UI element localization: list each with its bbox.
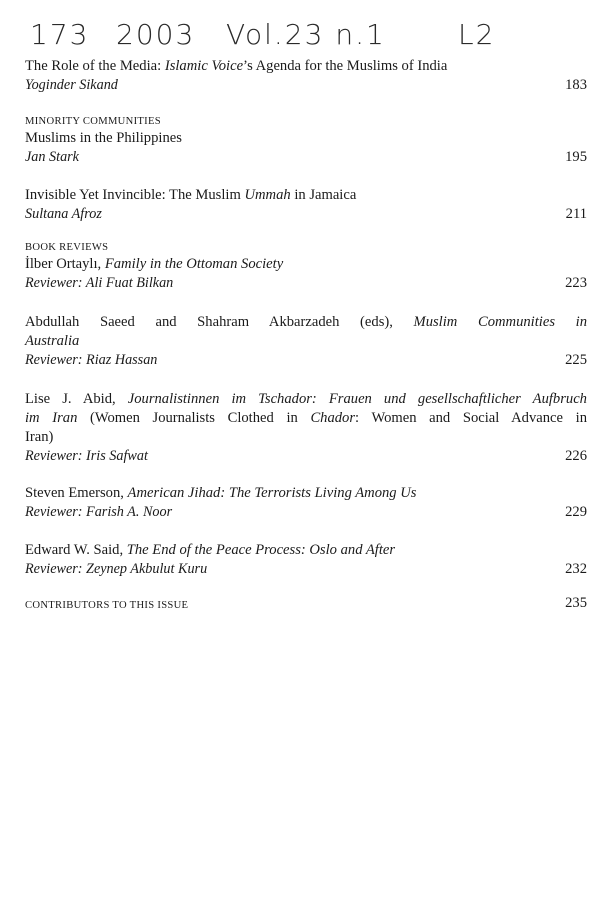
entry-page: 235 xyxy=(565,595,587,611)
entry-author: Reviewer: Farish A. Noor xyxy=(25,504,173,520)
entry-page: 232 xyxy=(565,561,587,577)
entry-page: 229 xyxy=(565,504,587,520)
entry-title: İlber Ortaylı, Family in the Ottoman Society xyxy=(25,256,284,272)
toc-entry-philippines xyxy=(25,129,587,167)
table-of-contents xyxy=(25,57,587,613)
entry-author: Reviewer: Zeynep Akbulut Kuru xyxy=(25,561,208,577)
toc-entry-journalistinnen xyxy=(25,390,587,466)
toc-entry-ottoman xyxy=(25,255,587,293)
entry-author: Reviewer: Riaz Hassan xyxy=(25,352,158,368)
entry-page: 183 xyxy=(565,77,587,93)
entry-title-cont: Iran) xyxy=(25,429,54,445)
entry-title: Edward W. Said, The End of the Peace Process: Oslo and After xyxy=(25,542,396,558)
handwritten-year: 2003 xyxy=(116,18,196,51)
entry-title: Invisible Yet Invincible: The Muslim Ummah in Jamaica xyxy=(25,187,357,203)
toc-entry-contributors xyxy=(25,594,587,613)
handwritten-number: 173 xyxy=(30,18,90,51)
handwritten-code: L2 xyxy=(458,18,496,51)
entry-page: 211 xyxy=(565,206,587,222)
entry-author: Reviewer: Iris Safwat xyxy=(25,448,148,464)
handwritten-volume: Vol.23 n.1 xyxy=(226,18,386,51)
entry-author: Yoginder Sikand xyxy=(25,77,118,93)
entry-title-cont: Australia xyxy=(25,333,80,349)
entry-title: The Role of the Media: Islamic Voice’s Agenda for the Muslims of India xyxy=(25,58,448,74)
entry-title-cont: im Iran (Women Journalists Clothed in Chador: Women and Social Advance in xyxy=(25,410,587,426)
entry-title: Abdullah Saeed and Shahram Akbarzadeh (eds), Muslim Communities in xyxy=(25,314,588,330)
entry-page: 195 xyxy=(565,149,587,165)
handwritten-annotation xyxy=(30,12,590,56)
entry-author: Reviewer: Ali Fuat Bilkan xyxy=(25,275,174,291)
entry-page: 225 xyxy=(565,352,587,368)
toc-entry-american-jihad xyxy=(25,484,587,522)
section-heading-book-reviews: BOOK REVIEWS xyxy=(25,242,109,253)
toc-entry-media xyxy=(25,57,587,95)
entry-author: Jan Stark xyxy=(25,149,79,165)
toc-entry-australia xyxy=(25,313,587,370)
toc-entry-peace-process xyxy=(25,541,587,579)
entry-title: Lise J. Abid, Journalistinnen im Tschador: Frauen und gesellschaftlicher Aufbruch xyxy=(25,391,587,407)
entry-title: Steven Emerson, American Jihad: The Terrorists Living Among Us xyxy=(25,485,417,501)
entry-author: Sultana Afroz xyxy=(25,206,102,222)
entry-page: 226 xyxy=(565,448,587,464)
entry-title: Muslims in the Philippines xyxy=(25,130,182,146)
toc-entry-jamaica xyxy=(25,186,587,224)
entry-page: 223 xyxy=(565,275,587,291)
contributors-label: CONTRIBUTORS TO THIS ISSUE xyxy=(25,600,189,611)
section-heading-minority: MINORITY COMMUNITIES xyxy=(25,116,161,127)
